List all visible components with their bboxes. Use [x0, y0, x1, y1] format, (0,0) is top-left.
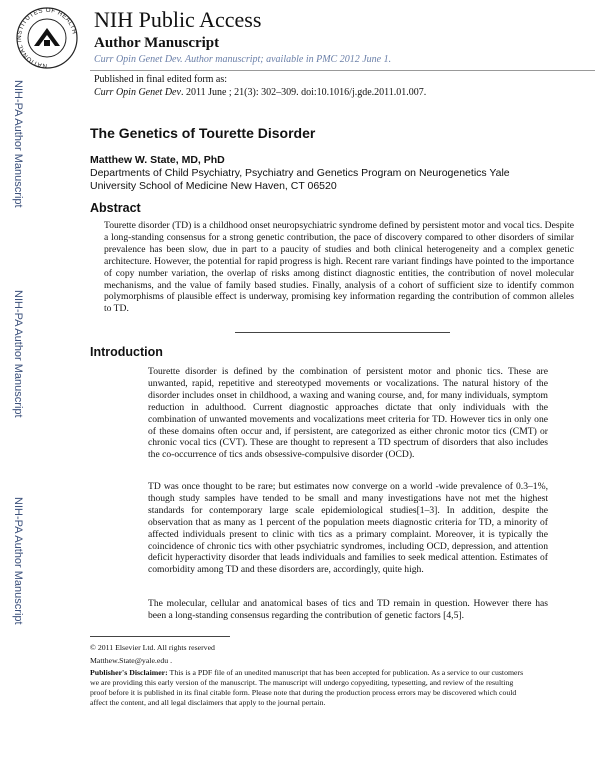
- citation-journal: Curr Opin Genet Dev: [94, 87, 181, 98]
- sidebar-label-2: NIH-PA Author Manuscript: [12, 290, 24, 418]
- sidebar-label-3: NIH-PA Author Manuscript: [12, 497, 24, 625]
- footnote-divider: [90, 636, 230, 637]
- published-label: Published in final edited form as:: [94, 74, 228, 85]
- author-name: Matthew W. State, MD, PhD: [90, 154, 225, 166]
- intro-paragraph-3: The molecular, cellular and anatomical bases of tics and TD remain in question. However there has been a long-standing consensus regarding the contribution of genetic factors [4,5].: [148, 598, 548, 621]
- manuscript-availability-note: Curr Opin Genet Dev. Author manuscript; available in PMC 2012 June 1.: [94, 54, 392, 65]
- intro-paragraph-2: TD was once thought to be rare; but estimates now converge on a world -wide prevalence of 0.3–1%, though study samples have tended to be small and many investigations have not met the highest standards for contemporary large scale epidemiological studies[1–3]. In addition, despite the observation that as many as 1 percent of the population meets diagnostic criteria for TD, a minority of affected individuals present to clinic with tics as a primary complaint. Moreover, it is typically the coincidence of chronic tics with other psychiatric syndromes, including OCD, depression, and attention deficit hyperactivity disorder that leads individuals and families to seek medical attention. Estimates of comorbidity among TD and these disorders are, accordingly, quite high.: [148, 481, 548, 576]
- publisher-disclaimer: [90, 668, 530, 708]
- nih-logo: [6, 6, 88, 70]
- article-title: The Genetics of Tourette Disorder: [90, 125, 316, 141]
- disclaimer-label: Publisher's Disclaimer:: [90, 668, 168, 677]
- copyright-notice: © 2011 Elsevier Ltd. All rights reserved: [90, 643, 215, 652]
- author-manuscript-label: Author Manuscript: [94, 35, 220, 51]
- citation-details: . 2011 June ; 21(3): 302–309. doi:10.1016/j.gde.2011.01.007.: [180, 87, 427, 98]
- author-affiliation: Departments of Child Psychiatry, Psychiatry and Genetics Program on Neurogenetics Yale University School of Medicine New Haven, CT 06520: [90, 167, 510, 192]
- citation: [94, 87, 426, 98]
- logo-ring-text: NATIONAL INSTITUTES OF HEALTH: [16, 6, 78, 70]
- nih-public-access-title: NIH Public Access: [94, 7, 262, 32]
- disclaimer-text: This is a PDF file of an unedited manuscript that has been accepted for publication. As a service to our customers we are providing this early version of the manuscript. The manuscript will undergo copyediting, typesetting, and review of the resulting proof before it is published in its final citable form. Please note that during the production process errors may be discovered which could affect the content, and all legal disclaimers that apply to the journal pertain.: [90, 668, 524, 707]
- author-email[interactable]: Matthew.State@yale.edu .: [90, 656, 173, 665]
- abstract-heading: Abstract: [90, 201, 141, 215]
- sidebar-label-1: NIH-PA Author Manuscript: [12, 80, 24, 208]
- abstract-divider: [235, 332, 450, 333]
- abstract-text: Tourette disorder (TD) is a childhood onset neuropsychiatric syndrome defined by persistent motor and vocal tics. Despite a long-standing consensus for a strong genetic contribution, the pace of discovery compared to other disorders of similar prevalence has been slow, due in part to a paucity of studies and both clinical heterogeneity and a complex genetic architecture. However, the potential for rapid progress is high. Recent rare variant findings have pointed to the importance of copy number variation, the overlap of risks among distinct diagnostic entities, the contribution of novel molecular mechanisms, and the value of family based studies. Finally, analysis of a cohort of sufficient size to identify common polymorphisms of plausible effect is underway, promising key information regarding the contribution of common alleles to TD.: [104, 220, 574, 315]
- header-divider: [90, 70, 595, 71]
- intro-paragraph-1: Tourette disorder is defined by the combination of persistent motor and phonic tics. These are unwanted, rapid, repetitive and stereotyped movements or vocalizations. The natural history of the disorder includes onset in childhood, a waxing and waning course, and, for many individuals, symptom reduction in adulthood. Current diagnostic approaches dictate that only individuals with the combination of unwanted movements and vocalizations meet criteria for TD. However tics in only one of these domains often occur and, if persistent, are categorized as either chronic motor tics (CMT) or chronic vocal tics (CVT). These are thought to represent a TD spectrum of disorders that also includes the co-occurrence of tics ands obsessive-compulsive disorder (OCD).: [148, 366, 548, 461]
- introduction-heading: Introduction: [90, 345, 163, 359]
